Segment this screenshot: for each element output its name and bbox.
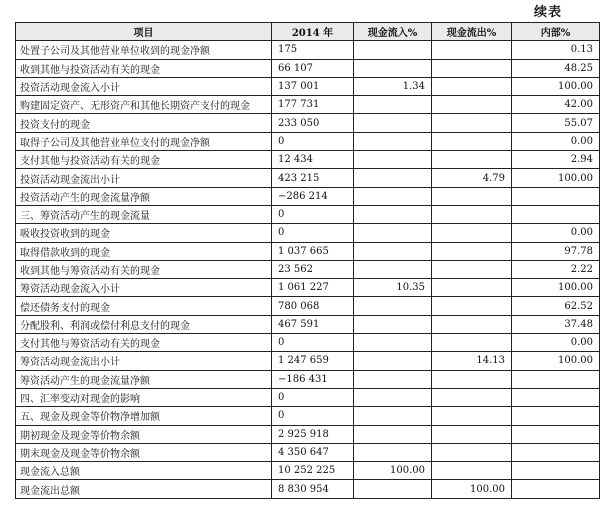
table-row — [16, 352, 600, 370]
row-outflow-pct: 100.00 — [432, 480, 512, 498]
row-outflow-pct: 14.13 — [432, 352, 512, 370]
row-amount: 4 350 647 — [272, 443, 354, 461]
row-internal-pct: 2.22 — [512, 260, 600, 278]
row-internal-pct: 100.00 — [512, 279, 600, 297]
row-amount: 10 252 225 — [272, 462, 354, 480]
table-row — [16, 279, 600, 297]
continued-label: 续表 — [533, 5, 562, 20]
row-item: 取得借款收到的现金 — [16, 242, 272, 260]
row-internal-pct — [512, 462, 600, 480]
table-row — [16, 151, 600, 169]
row-internal-pct — [512, 407, 600, 425]
cash-flow-table — [15, 22, 600, 499]
row-inflow-pct — [354, 242, 432, 260]
row-outflow-pct — [432, 96, 512, 114]
table-row — [16, 242, 600, 260]
table-row — [16, 260, 600, 278]
row-amount: 66 107 — [272, 59, 354, 77]
row-internal-pct — [512, 388, 600, 406]
row-internal-pct: 37.48 — [512, 315, 600, 333]
row-inflow-pct — [354, 388, 432, 406]
row-amount: 780 068 — [272, 297, 354, 315]
row-amount: 1 247 659 — [272, 352, 354, 370]
row-inflow-pct — [354, 297, 432, 315]
row-amount: 0 — [272, 224, 354, 242]
row-inflow-pct: 10.35 — [354, 279, 432, 297]
row-amount: 0 — [272, 205, 354, 223]
row-item: 取得子公司及其他营业单位支付的现金净额 — [16, 132, 272, 150]
row-inflow-pct — [354, 169, 432, 187]
row-item: 筹资活动现金流出小计 — [16, 352, 272, 370]
row-item: 三、筹资活动产生的现金流量 — [16, 205, 272, 223]
header-inflow-pct: 现金流入% — [354, 23, 432, 41]
row-item: 筹资活动产生的现金流量净额 — [16, 370, 272, 388]
table-row — [16, 205, 600, 223]
row-amount: 0 — [272, 334, 354, 352]
row-outflow-pct — [432, 462, 512, 480]
row-amount: 2 925 918 — [272, 425, 354, 443]
header-outflow-pct: 现金流出% — [432, 23, 512, 41]
table-row — [16, 132, 600, 150]
row-item: 支付其他与投资活动有关的现金 — [16, 151, 272, 169]
row-internal-pct: 0.00 — [512, 334, 600, 352]
table-row — [16, 187, 600, 205]
row-outflow-pct — [432, 187, 512, 205]
row-item: 收到其他与筹资活动有关的现金 — [16, 260, 272, 278]
table-row — [16, 96, 600, 114]
row-amount: 177 731 — [272, 96, 354, 114]
row-item: 处置子公司及其他营业单位收到的现金净额 — [16, 41, 272, 59]
table-row — [16, 224, 600, 242]
table-row — [16, 462, 600, 480]
row-internal-pct: 0.00 — [512, 132, 600, 150]
row-item: 投资活动现金流出小计 — [16, 169, 272, 187]
row-inflow-pct — [354, 425, 432, 443]
row-outflow-pct — [432, 370, 512, 388]
row-inflow-pct: 100.00 — [354, 462, 432, 480]
table-row — [16, 443, 600, 461]
row-item: 吸收投资收到的现金 — [16, 224, 272, 242]
row-internal-pct: 55.07 — [512, 114, 600, 132]
row-outflow-pct — [432, 297, 512, 315]
table-row — [16, 77, 600, 95]
table-row — [16, 114, 600, 132]
row-internal-pct: 42.00 — [512, 96, 600, 114]
row-amount: 137 001 — [272, 77, 354, 95]
table-row — [16, 315, 600, 333]
row-inflow-pct — [354, 407, 432, 425]
row-item: 筹资活动现金流入小计 — [16, 279, 272, 297]
row-inflow-pct — [354, 352, 432, 370]
row-item: 期初现金及现金等价物余额 — [16, 425, 272, 443]
row-inflow-pct — [354, 205, 432, 223]
table-row — [16, 388, 600, 406]
row-outflow-pct — [432, 224, 512, 242]
header-internal-pct: 内部% — [512, 23, 600, 41]
row-amount: 12 434 — [272, 151, 354, 169]
row-item: 支付其他与筹资活动有关的现金 — [16, 334, 272, 352]
row-outflow-pct — [432, 132, 512, 150]
row-item: 投资活动产生的现金流量净额 — [16, 187, 272, 205]
row-internal-pct — [512, 205, 600, 223]
row-item: 四、汇率变动对现金的影响 — [16, 388, 272, 406]
table-row — [16, 334, 600, 352]
row-outflow-pct — [432, 205, 512, 223]
row-item: 收到其他与投资活动有关的现金 — [16, 59, 272, 77]
row-internal-pct — [512, 370, 600, 388]
row-inflow-pct — [354, 370, 432, 388]
row-inflow-pct — [354, 96, 432, 114]
row-amount: 423 215 — [272, 169, 354, 187]
row-outflow-pct — [432, 242, 512, 260]
row-outflow-pct — [432, 315, 512, 333]
table-row — [16, 169, 600, 187]
row-internal-pct: 0.13 — [512, 41, 600, 59]
row-amount: 0 — [272, 388, 354, 406]
row-inflow-pct: 1.34 — [354, 77, 432, 95]
row-amount: 0 — [272, 132, 354, 150]
row-inflow-pct — [354, 41, 432, 59]
row-outflow-pct: 4.79 — [432, 169, 512, 187]
row-item: 投资支付的现金 — [16, 114, 272, 132]
row-amount: −286 214 — [272, 187, 354, 205]
row-internal-pct — [512, 187, 600, 205]
row-internal-pct — [512, 425, 600, 443]
row-outflow-pct — [432, 41, 512, 59]
row-internal-pct: 100.00 — [512, 352, 600, 370]
row-inflow-pct — [354, 260, 432, 278]
table-row — [16, 59, 600, 77]
row-inflow-pct — [354, 334, 432, 352]
row-item: 偿还债务支付的现金 — [16, 297, 272, 315]
row-amount: 467 591 — [272, 315, 354, 333]
table-row — [16, 297, 600, 315]
row-inflow-pct — [354, 315, 432, 333]
header-row — [16, 23, 600, 41]
row-item: 投资活动现金流入小计 — [16, 77, 272, 95]
row-inflow-pct — [354, 224, 432, 242]
row-amount: 233 050 — [272, 114, 354, 132]
row-internal-pct: 100.00 — [512, 169, 600, 187]
row-item: 现金流入总额 — [16, 462, 272, 480]
row-amount: 8 830 954 — [272, 480, 354, 498]
row-internal-pct: 100.00 — [512, 77, 600, 95]
row-internal-pct: 97.78 — [512, 242, 600, 260]
row-inflow-pct — [354, 187, 432, 205]
row-item: 期末现金及现金等价物余额 — [16, 443, 272, 461]
table-row — [16, 41, 600, 59]
row-outflow-pct — [432, 425, 512, 443]
row-outflow-pct — [432, 77, 512, 95]
row-amount: 175 — [272, 41, 354, 59]
row-item: 五、现金及现金等价物净增加额 — [16, 407, 272, 425]
row-internal-pct — [512, 443, 600, 461]
header-amount: 2014 年 — [272, 23, 354, 41]
row-inflow-pct — [354, 443, 432, 461]
table-row — [16, 425, 600, 443]
table-body — [16, 41, 600, 498]
row-inflow-pct — [354, 480, 432, 498]
row-outflow-pct — [432, 279, 512, 297]
row-amount: 1 061 227 — [272, 279, 354, 297]
row-amount: 1 037 665 — [272, 242, 354, 260]
row-internal-pct: 48.25 — [512, 59, 600, 77]
row-outflow-pct — [432, 151, 512, 169]
row-outflow-pct — [432, 407, 512, 425]
row-inflow-pct — [354, 151, 432, 169]
row-item: 分配股利、利润或偿付利息支付的现金 — [16, 315, 272, 333]
row-outflow-pct — [432, 388, 512, 406]
row-outflow-pct — [432, 59, 512, 77]
row-internal-pct — [512, 480, 600, 498]
row-item: 购建固定资产、无形资产和其他长期资产支付的现金 — [16, 96, 272, 114]
row-amount: 0 — [272, 407, 354, 425]
row-outflow-pct — [432, 260, 512, 278]
row-internal-pct: 2.94 — [512, 151, 600, 169]
table-row — [16, 480, 600, 498]
header-item: 项目 — [16, 23, 272, 41]
row-amount: −186 431 — [272, 370, 354, 388]
row-outflow-pct — [432, 114, 512, 132]
row-inflow-pct — [354, 59, 432, 77]
table-row — [16, 407, 600, 425]
row-inflow-pct — [354, 132, 432, 150]
row-inflow-pct — [354, 114, 432, 132]
table-row — [16, 370, 600, 388]
row-internal-pct: 0.00 — [512, 224, 600, 242]
row-item: 现金流出总额 — [16, 480, 272, 498]
row-outflow-pct — [432, 443, 512, 461]
row-outflow-pct — [432, 334, 512, 352]
row-internal-pct: 62.52 — [512, 297, 600, 315]
row-amount: 23 562 — [272, 260, 354, 278]
